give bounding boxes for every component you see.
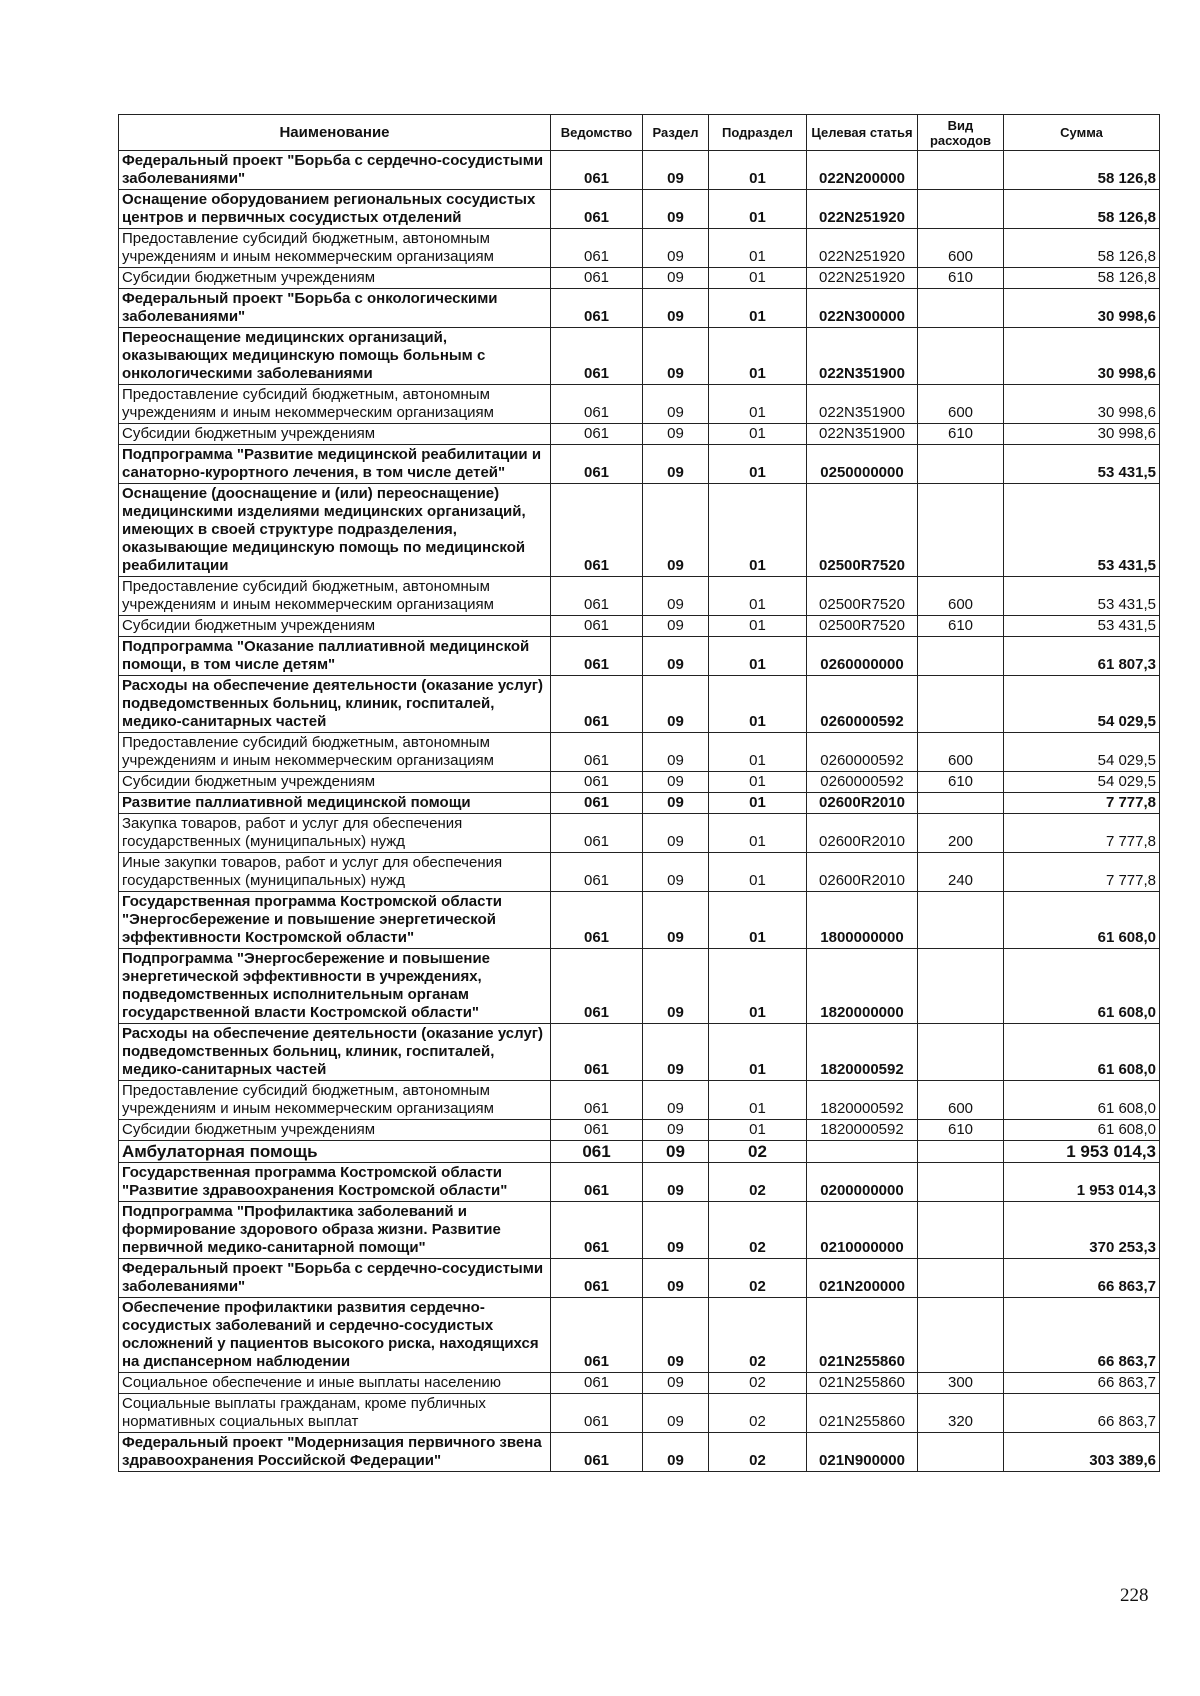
cell-tselevaya-statya: 02600R2010	[807, 793, 918, 814]
cell-name: Субсидии бюджетным учреждениям	[119, 268, 551, 289]
cell-podrazdel: 02	[709, 1259, 807, 1298]
cell-vid-raskhodov	[918, 190, 1004, 229]
table-row	[119, 949, 1160, 1024]
cell-vedomstvo: 061	[551, 484, 643, 577]
cell-vedomstvo: 061	[551, 268, 643, 289]
table-row	[119, 1163, 1160, 1202]
cell-name: Подпрограмма "Профилактика заболеваний и формирование здорового образа жизни. Развитие первичной медико-санитарной помощи"	[119, 1202, 551, 1259]
cell-name: Субсидии бюджетным учреждениям	[119, 1120, 551, 1141]
cell-summa: 53 431,5	[1004, 577, 1160, 616]
cell-vedomstvo: 061	[551, 853, 643, 892]
header-vid-raskhodov: Вид расходов	[918, 115, 1004, 151]
table-row	[119, 616, 1160, 637]
cell-podrazdel: 01	[709, 637, 807, 676]
cell-podrazdel: 02	[709, 1373, 807, 1394]
cell-summa: 58 126,8	[1004, 151, 1160, 190]
cell-podrazdel: 01	[709, 733, 807, 772]
cell-summa: 303 389,6	[1004, 1433, 1160, 1472]
cell-summa: 53 431,5	[1004, 445, 1160, 484]
cell-vedomstvo: 061	[551, 637, 643, 676]
cell-tselevaya-statya	[807, 1141, 918, 1163]
table-row	[119, 229, 1160, 268]
table-row	[119, 637, 1160, 676]
cell-tselevaya-statya: 0250000000	[807, 445, 918, 484]
cell-tselevaya-statya: 021N255860	[807, 1298, 918, 1373]
table-row	[119, 1259, 1160, 1298]
cell-vid-raskhodov: 320	[918, 1394, 1004, 1433]
cell-vedomstvo: 061	[551, 328, 643, 385]
cell-tselevaya-statya: 022N251920	[807, 229, 918, 268]
cell-tselevaya-statya: 1820000592	[807, 1081, 918, 1120]
cell-vedomstvo: 061	[551, 1373, 643, 1394]
cell-summa: 61 807,3	[1004, 637, 1160, 676]
table-row	[119, 424, 1160, 445]
cell-podrazdel: 01	[709, 424, 807, 445]
cell-tselevaya-statya: 1800000000	[807, 892, 918, 949]
cell-vid-raskhodov: 610	[918, 616, 1004, 637]
table-row	[119, 676, 1160, 733]
cell-podrazdel: 01	[709, 949, 807, 1024]
cell-vid-raskhodov: 610	[918, 1120, 1004, 1141]
cell-vid-raskhodov	[918, 1141, 1004, 1163]
cell-vedomstvo: 061	[551, 1120, 643, 1141]
cell-vedomstvo: 061	[551, 1394, 643, 1433]
cell-podrazdel: 01	[709, 328, 807, 385]
cell-vedomstvo: 061	[551, 892, 643, 949]
table-row	[119, 1202, 1160, 1259]
cell-summa: 66 863,7	[1004, 1259, 1160, 1298]
cell-name: Субсидии бюджетным учреждениям	[119, 424, 551, 445]
cell-razdel: 09	[643, 484, 709, 577]
cell-razdel: 09	[643, 1024, 709, 1081]
cell-name: Подпрограмма "Оказание паллиативной медицинской помощи, в том числе детям"	[119, 637, 551, 676]
cell-name: Субсидии бюджетным учреждениям	[119, 772, 551, 793]
table-row	[119, 814, 1160, 853]
cell-summa: 1 953 014,3	[1004, 1163, 1160, 1202]
cell-vid-raskhodov	[918, 484, 1004, 577]
cell-podrazdel: 02	[709, 1433, 807, 1472]
cell-razdel: 09	[643, 616, 709, 637]
cell-summa: 53 431,5	[1004, 616, 1160, 637]
cell-vedomstvo: 061	[551, 289, 643, 328]
cell-vedomstvo: 061	[551, 1259, 643, 1298]
cell-summa: 30 998,6	[1004, 328, 1160, 385]
cell-vid-raskhodov	[918, 1163, 1004, 1202]
cell-name: Государственная программа Костромской области "Энергосбережение и повышение энергетической эффективности Костромской области"	[119, 892, 551, 949]
table-row	[119, 328, 1160, 385]
cell-vedomstvo: 061	[551, 733, 643, 772]
cell-vid-raskhodov	[918, 949, 1004, 1024]
cell-podrazdel: 01	[709, 676, 807, 733]
cell-summa: 61 608,0	[1004, 1024, 1160, 1081]
cell-summa: 53 431,5	[1004, 484, 1160, 577]
cell-podrazdel: 01	[709, 814, 807, 853]
cell-name: Федеральный проект "Модернизация первичного звена здравоохранения Российской Федерации"	[119, 1433, 551, 1472]
page-number: 228	[1120, 1585, 1149, 1606]
cell-podrazdel: 01	[709, 289, 807, 328]
cell-vid-raskhodov: 600	[918, 385, 1004, 424]
cell-vid-raskhodov: 600	[918, 1081, 1004, 1120]
cell-name: Подпрограмма "Энергосбережение и повышение энергетической эффективности в учреждениях, подведомственных исполнительным органам государственной власти Костромской области"	[119, 949, 551, 1024]
cell-summa: 54 029,5	[1004, 772, 1160, 793]
cell-name: Закупка товаров, работ и услуг для обеспечения государственных (муниципальных) нужд	[119, 814, 551, 853]
cell-name: Государственная программа Костромской области "Развитие здравоохранения Костромской области"	[119, 1163, 551, 1202]
table-body	[119, 151, 1160, 1472]
cell-razdel: 09	[643, 190, 709, 229]
cell-tselevaya-statya: 021N255860	[807, 1373, 918, 1394]
cell-razdel: 09	[643, 1081, 709, 1120]
cell-name: Расходы на обеспечение деятельности (оказание услуг) подведомственных больниц, клиник, госпиталей, медико-санитарных частей	[119, 1024, 551, 1081]
cell-podrazdel: 01	[709, 1120, 807, 1141]
cell-vedomstvo: 061	[551, 949, 643, 1024]
cell-vedomstvo: 061	[551, 385, 643, 424]
cell-summa: 61 608,0	[1004, 1081, 1160, 1120]
cell-podrazdel: 02	[709, 1394, 807, 1433]
cell-tselevaya-statya: 022N251920	[807, 268, 918, 289]
cell-vedomstvo: 061	[551, 445, 643, 484]
cell-podrazdel: 01	[709, 616, 807, 637]
cell-vid-raskhodov	[918, 151, 1004, 190]
cell-name: Расходы на обеспечение деятельности (оказание услуг) подведомственных больниц, клиник, госпиталей, медико-санитарных частей	[119, 676, 551, 733]
cell-summa: 1 953 014,3	[1004, 1141, 1160, 1163]
cell-name: Социальные выплаты гражданам, кроме публичных нормативных социальных выплат	[119, 1394, 551, 1433]
cell-summa: 66 863,7	[1004, 1298, 1160, 1373]
table-row	[119, 793, 1160, 814]
cell-podrazdel: 01	[709, 229, 807, 268]
cell-podrazdel: 01	[709, 1081, 807, 1120]
cell-vid-raskhodov	[918, 328, 1004, 385]
cell-vid-raskhodov: 300	[918, 1373, 1004, 1394]
header-vedomstvo: Ведомство	[551, 115, 643, 151]
cell-razdel: 09	[643, 424, 709, 445]
cell-summa: 30 998,6	[1004, 424, 1160, 445]
cell-vid-raskhodov: 600	[918, 577, 1004, 616]
cell-tselevaya-statya: 02500R7520	[807, 616, 918, 637]
table-row	[119, 733, 1160, 772]
cell-name: Федеральный проект "Борьба с сердечно-сосудистыми заболеваниями"	[119, 151, 551, 190]
cell-name: Предоставление субсидий бюджетным, автономным учреждениям и иным некоммерческим организациям	[119, 229, 551, 268]
cell-tselevaya-statya: 02600R2010	[807, 853, 918, 892]
cell-tselevaya-statya: 022N351900	[807, 424, 918, 445]
cell-vid-raskhodov	[918, 1298, 1004, 1373]
cell-tselevaya-statya: 022N300000	[807, 289, 918, 328]
cell-razdel: 09	[643, 676, 709, 733]
table-header-row	[119, 115, 1160, 151]
cell-tselevaya-statya: 02500R7520	[807, 484, 918, 577]
cell-tselevaya-statya: 02500R7520	[807, 577, 918, 616]
cell-vedomstvo: 061	[551, 229, 643, 268]
header-razdel: Раздел	[643, 115, 709, 151]
table-row	[119, 190, 1160, 229]
cell-vedomstvo: 061	[551, 1202, 643, 1259]
table-row	[119, 1141, 1160, 1163]
cell-summa: 54 029,5	[1004, 676, 1160, 733]
cell-razdel: 09	[643, 1433, 709, 1472]
cell-tselevaya-statya: 021N255860	[807, 1394, 918, 1433]
cell-name: Переоснащение медицинских организаций, оказывающих медицинскую помощь больным с онкологическими заболеваниями	[119, 328, 551, 385]
cell-razdel: 09	[643, 289, 709, 328]
cell-razdel: 09	[643, 814, 709, 853]
cell-vid-raskhodov	[918, 289, 1004, 328]
cell-podrazdel: 01	[709, 577, 807, 616]
table-row	[119, 1024, 1160, 1081]
cell-razdel: 09	[643, 1141, 709, 1163]
cell-podrazdel: 01	[709, 385, 807, 424]
cell-vid-raskhodov: 610	[918, 268, 1004, 289]
table-row	[119, 289, 1160, 328]
cell-tselevaya-statya: 0260000000	[807, 637, 918, 676]
cell-summa: 7 777,8	[1004, 793, 1160, 814]
cell-razdel: 09	[643, 328, 709, 385]
cell-summa: 61 608,0	[1004, 1120, 1160, 1141]
cell-podrazdel: 01	[709, 484, 807, 577]
cell-vedomstvo: 061	[551, 1024, 643, 1081]
table-row	[119, 1120, 1160, 1141]
cell-razdel: 09	[643, 1163, 709, 1202]
cell-name: Предоставление субсидий бюджетным, автономным учреждениям и иным некоммерческим организациям	[119, 385, 551, 424]
cell-vid-raskhodov: 240	[918, 853, 1004, 892]
cell-name: Оснащение (дооснащение и (или) переоснащение) медицинскими изделиями медицинских организаций, имеющих в своей структуре подразделения, оказывающие медицинскую помощь по медицинской реабилитации	[119, 484, 551, 577]
cell-razdel: 09	[643, 445, 709, 484]
table-row	[119, 772, 1160, 793]
cell-name: Субсидии бюджетным учреждениям	[119, 616, 551, 637]
cell-razdel: 09	[643, 577, 709, 616]
cell-tselevaya-statya: 022N351900	[807, 385, 918, 424]
table-row	[119, 1433, 1160, 1472]
table-row	[119, 1373, 1160, 1394]
cell-tselevaya-statya: 0260000592	[807, 772, 918, 793]
cell-podrazdel: 01	[709, 772, 807, 793]
cell-razdel: 09	[643, 1373, 709, 1394]
cell-podrazdel: 02	[709, 1202, 807, 1259]
cell-podrazdel: 01	[709, 853, 807, 892]
cell-tselevaya-statya: 022N200000	[807, 151, 918, 190]
table-row	[119, 853, 1160, 892]
cell-vedomstvo: 061	[551, 772, 643, 793]
table-row	[119, 577, 1160, 616]
cell-podrazdel: 01	[709, 151, 807, 190]
cell-summa: 58 126,8	[1004, 229, 1160, 268]
cell-vid-raskhodov: 600	[918, 229, 1004, 268]
cell-summa: 7 777,8	[1004, 853, 1160, 892]
cell-razdel: 09	[643, 1394, 709, 1433]
table-row	[119, 268, 1160, 289]
cell-vid-raskhodov	[918, 793, 1004, 814]
cell-razdel: 09	[643, 793, 709, 814]
cell-razdel: 09	[643, 733, 709, 772]
header-podrazdel: Подраздел	[709, 115, 807, 151]
table-row	[119, 385, 1160, 424]
header-summa: Сумма	[1004, 115, 1160, 151]
cell-vid-raskhodov	[918, 1433, 1004, 1472]
cell-vid-raskhodov	[918, 1259, 1004, 1298]
cell-podrazdel: 02	[709, 1298, 807, 1373]
cell-name: Оснащение оборудованием региональных сосудистых центров и первичных сосудистых отделений	[119, 190, 551, 229]
cell-vedomstvo: 061	[551, 1433, 643, 1472]
table-row	[119, 1298, 1160, 1373]
cell-summa: 54 029,5	[1004, 733, 1160, 772]
cell-vid-raskhodov	[918, 445, 1004, 484]
cell-razdel: 09	[643, 229, 709, 268]
cell-tselevaya-statya: 022N351900	[807, 328, 918, 385]
cell-tselevaya-statya: 1820000592	[807, 1120, 918, 1141]
cell-razdel: 09	[643, 1298, 709, 1373]
cell-summa: 370 253,3	[1004, 1202, 1160, 1259]
cell-razdel: 09	[643, 151, 709, 190]
table-row	[119, 1081, 1160, 1120]
table-row	[119, 892, 1160, 949]
cell-summa: 58 126,8	[1004, 268, 1160, 289]
cell-razdel: 09	[643, 772, 709, 793]
cell-razdel: 09	[643, 385, 709, 424]
cell-vid-raskhodov	[918, 637, 1004, 676]
cell-tselevaya-statya: 022N251920	[807, 190, 918, 229]
cell-razdel: 09	[643, 892, 709, 949]
cell-razdel: 09	[643, 268, 709, 289]
header-tselevaya-statya: Целевая статья	[807, 115, 918, 151]
cell-vid-raskhodov	[918, 676, 1004, 733]
cell-name: Развитие паллиативной медицинской помощи	[119, 793, 551, 814]
cell-vid-raskhodov	[918, 1024, 1004, 1081]
cell-name: Социальное обеспечение и иные выплаты населению	[119, 1373, 551, 1394]
cell-name: Федеральный проект "Борьба с сердечно-сосудистыми заболеваниями"	[119, 1259, 551, 1298]
cell-vedomstvo: 061	[551, 1163, 643, 1202]
cell-podrazdel: 01	[709, 445, 807, 484]
cell-razdel: 09	[643, 637, 709, 676]
cell-vid-raskhodov: 610	[918, 772, 1004, 793]
cell-podrazdel: 01	[709, 1024, 807, 1081]
cell-vedomstvo: 061	[551, 424, 643, 445]
cell-name: Предоставление субсидий бюджетным, автономным учреждениям и иным некоммерческим организациям	[119, 1081, 551, 1120]
cell-vedomstvo: 061	[551, 1141, 643, 1163]
cell-razdel: 09	[643, 1120, 709, 1141]
cell-vid-raskhodov	[918, 1202, 1004, 1259]
cell-summa: 66 863,7	[1004, 1373, 1160, 1394]
cell-vedomstvo: 061	[551, 616, 643, 637]
cell-razdel: 09	[643, 853, 709, 892]
cell-vedomstvo: 061	[551, 676, 643, 733]
cell-summa: 58 126,8	[1004, 190, 1160, 229]
cell-tselevaya-statya: 021N900000	[807, 1433, 918, 1472]
cell-vedomstvo: 061	[551, 1081, 643, 1120]
cell-tselevaya-statya: 0260000592	[807, 733, 918, 772]
header-name: Наименование	[119, 115, 551, 151]
cell-tselevaya-statya: 0260000592	[807, 676, 918, 733]
cell-summa: 61 608,0	[1004, 892, 1160, 949]
cell-summa: 30 998,6	[1004, 289, 1160, 328]
table-row	[119, 484, 1160, 577]
cell-tselevaya-statya: 0210000000	[807, 1202, 918, 1259]
cell-tselevaya-statya: 1820000000	[807, 949, 918, 1024]
cell-vedomstvo: 061	[551, 793, 643, 814]
cell-name: Предоставление субсидий бюджетным, автономным учреждениям и иным некоммерческим организациям	[119, 577, 551, 616]
cell-podrazdel: 02	[709, 1163, 807, 1202]
cell-vid-raskhodov: 610	[918, 424, 1004, 445]
cell-podrazdel: 01	[709, 892, 807, 949]
cell-vedomstvo: 061	[551, 814, 643, 853]
cell-name: Обеспечение профилактики развития сердечно-сосудистых заболеваний и сердечно-сосудистых осложнений у пациентов высокого риска, находящихся на диспансерном наблюдении	[119, 1298, 551, 1373]
cell-tselevaya-statya: 1820000592	[807, 1024, 918, 1081]
cell-name: Подпрограмма "Развитие медицинской реабилитации и санаторно-курортного лечения, в том числе детей"	[119, 445, 551, 484]
table-row	[119, 445, 1160, 484]
cell-vedomstvo: 061	[551, 151, 643, 190]
cell-name: Федеральный проект "Борьба с онкологическими заболеваниями"	[119, 289, 551, 328]
budget-table	[118, 114, 1160, 1472]
cell-vid-raskhodov	[918, 892, 1004, 949]
cell-podrazdel: 02	[709, 1141, 807, 1163]
cell-razdel: 09	[643, 1202, 709, 1259]
cell-name: Амбулаторная помощь	[119, 1141, 551, 1163]
cell-summa: 61 608,0	[1004, 949, 1160, 1024]
cell-tselevaya-statya: 02600R2010	[807, 814, 918, 853]
table-row	[119, 151, 1160, 190]
cell-tselevaya-statya: 0200000000	[807, 1163, 918, 1202]
cell-vedomstvo: 061	[551, 577, 643, 616]
cell-summa: 7 777,8	[1004, 814, 1160, 853]
cell-razdel: 09	[643, 1259, 709, 1298]
cell-podrazdel: 01	[709, 190, 807, 229]
cell-vedomstvo: 061	[551, 1298, 643, 1373]
cell-vid-raskhodov: 600	[918, 733, 1004, 772]
cell-name: Иные закупки товаров, работ и услуг для обеспечения государственных (муниципальных) нужд	[119, 853, 551, 892]
cell-razdel: 09	[643, 949, 709, 1024]
cell-tselevaya-statya: 021N200000	[807, 1259, 918, 1298]
table-row	[119, 1394, 1160, 1433]
cell-summa: 30 998,6	[1004, 385, 1160, 424]
cell-podrazdel: 01	[709, 268, 807, 289]
cell-name: Предоставление субсидий бюджетным, автономным учреждениям и иным некоммерческим организациям	[119, 733, 551, 772]
cell-summa: 66 863,7	[1004, 1394, 1160, 1433]
cell-vedomstvo: 061	[551, 190, 643, 229]
cell-vid-raskhodov: 200	[918, 814, 1004, 853]
cell-podrazdel: 01	[709, 793, 807, 814]
